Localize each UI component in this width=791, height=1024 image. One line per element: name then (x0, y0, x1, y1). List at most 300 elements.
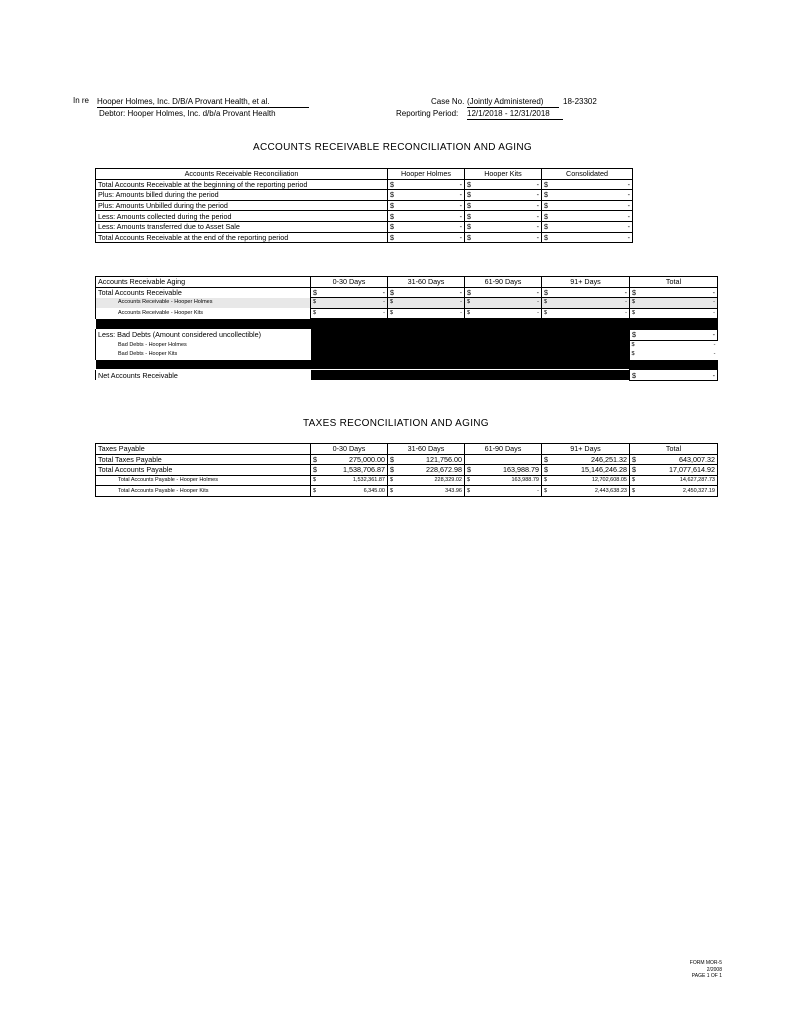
taxes-aging-table (95, 443, 718, 497)
aging-net-ar-blackout (311, 370, 630, 381)
recon-consolidated-value (542, 179, 633, 190)
amount-value: 343.96 (445, 487, 462, 494)
reporting-period-label: Reporting Period: (396, 109, 459, 118)
taxes-61-90-value (465, 465, 542, 476)
amount-value: - (383, 299, 385, 306)
aging-header-label: Accounts Receivable Aging (96, 277, 311, 288)
amount-value: - (713, 341, 716, 348)
taxes-total-value-amount (632, 487, 715, 496)
amount-value: - (536, 190, 539, 200)
aging-blackout-row-2 (96, 360, 718, 370)
amount-value: - (460, 299, 462, 306)
aging-ar-hooper-holmes-0-30 (311, 298, 388, 309)
aging-bad-debts-hooper-kits-label: Bad Debts - Hooper Kits (96, 350, 311, 360)
taxes-31-60-value (388, 486, 465, 497)
currency-symbol: $ (390, 454, 394, 464)
recon-hooper-holmes-value (388, 190, 465, 201)
aging-bad-debts-hooper-kits (96, 350, 718, 360)
taxes-row-label: Total Accounts Payable - Hooper Holmes (96, 475, 311, 486)
recon-consolidated-value-amount (544, 180, 630, 189)
aging-bad-debts-hooper-holmes-blackout (311, 340, 630, 350)
recon-hooper-kits-value-amount (467, 190, 539, 199)
recon-row (96, 221, 633, 232)
currency-symbol: $ (632, 477, 636, 484)
aging-ar-hooper-kits-total-amount (632, 309, 715, 318)
aging-total-ar-91-plus-amount (544, 288, 627, 297)
currency-symbol: $ (390, 232, 394, 242)
currency-symbol: $ (544, 190, 548, 200)
recon-header-consolidated: Consolidated (542, 169, 633, 180)
currency-symbol: $ (632, 330, 636, 340)
taxes-total-value (630, 486, 718, 497)
amount-value: 15,146,246.28 (581, 465, 627, 475)
currency-symbol: $ (467, 310, 471, 317)
aging-blackout-row-1 (96, 319, 718, 330)
currency-symbol: $ (544, 222, 548, 232)
currency-symbol: $ (544, 454, 548, 464)
taxes-61-90-value-amount (467, 487, 539, 496)
aging-ar-hooper-holmes-total (630, 298, 718, 309)
currency-symbol: $ (467, 487, 471, 494)
aging-total-ar-31-60-amount (390, 288, 462, 297)
amount-value: - (459, 287, 462, 297)
recon-hooper-holmes-value (388, 179, 465, 190)
taxes-91-plus-value (542, 475, 630, 486)
currency-symbol: $ (544, 465, 548, 475)
taxes-header-91-plus: 91+ Days (542, 444, 630, 455)
recon-header-hooper-kits: Hooper Kits (465, 169, 542, 180)
currency-symbol: $ (544, 211, 548, 221)
amount-value: - (627, 232, 630, 242)
recon-hooper-holmes-value (388, 221, 465, 232)
amount-value: - (713, 310, 715, 317)
aging-ar-hooper-holmes-0-30-amount (313, 298, 385, 307)
amount-value: - (459, 211, 462, 221)
amount-value: 228,672.98 (426, 465, 462, 475)
amount-value: - (536, 287, 539, 297)
currency-symbol: $ (390, 310, 394, 317)
aging-total-ar-61-90-amount (467, 288, 539, 297)
taxes-31-60-value-amount (390, 455, 462, 464)
amount-value: - (383, 310, 385, 317)
recon-consolidated-value (542, 221, 633, 232)
currency-symbol: $ (467, 190, 471, 200)
recon-consolidated-value (542, 232, 633, 243)
currency-symbol: $ (467, 179, 471, 189)
form-number: FORM MOR-5 (689, 960, 722, 966)
recon-hooper-holmes-value-amount (390, 190, 462, 199)
aging-ar-hooper-kits-61-90-amount (467, 309, 539, 318)
taxes-row-label: Total Accounts Payable - Hooper Kits (96, 486, 311, 497)
taxes-31-60-value (388, 465, 465, 476)
aging-bad-debts-hooper-holmes-total-amount (632, 341, 716, 350)
amount-value: - (713, 299, 715, 306)
recon-consolidated-value (542, 200, 633, 211)
taxes-section-title: TAXES RECONCILIATION AND AGING (303, 418, 489, 429)
recon-hooper-holmes-value-amount (390, 233, 462, 242)
amount-value: 228,329.02 (434, 477, 462, 484)
taxes-empty-cell (465, 454, 542, 465)
currency-symbol: $ (313, 487, 317, 494)
aging-total-ar-61-90 (465, 287, 542, 298)
recon-row-label: Total Accounts Receivable at the beginning of the reporting period (96, 179, 388, 190)
taxes-row (96, 486, 718, 497)
ar-aging-table (95, 276, 718, 381)
aging-header-row (96, 277, 718, 288)
reporting-period-value: 12/1/2018 - 12/31/2018 (467, 109, 563, 120)
taxes-0-30-value (311, 475, 388, 486)
recon-hooper-holmes-value-amount (390, 180, 462, 189)
taxes-31-60-value-amount (390, 476, 462, 485)
aging-header-total: Total (630, 277, 718, 288)
taxes-91-plus-value-amount (544, 476, 627, 485)
aging-total-ar-label: Total Accounts Receivable (96, 287, 311, 298)
recon-hooper-kits-value-amount (467, 201, 539, 210)
currency-symbol: $ (390, 487, 394, 494)
currency-symbol: $ (544, 179, 548, 189)
taxes-91-plus-value-amount (544, 487, 627, 496)
taxes-31-60-value-amount (390, 465, 462, 474)
currency-symbol: $ (544, 477, 548, 484)
amount-value: - (537, 487, 539, 494)
currency-symbol: $ (467, 465, 471, 475)
amount-value: - (713, 351, 716, 358)
currency-symbol: $ (631, 341, 635, 348)
currency-symbol: $ (467, 222, 471, 232)
amount-value: 121,756.00 (426, 454, 462, 464)
form-footer (650, 960, 722, 980)
in-re-label: In re (73, 96, 90, 105)
taxes-row-label: Total Taxes Payable (96, 454, 311, 465)
taxes-91-plus-value (542, 486, 630, 497)
currency-symbol: $ (632, 465, 636, 475)
amount-value: - (459, 179, 462, 189)
recon-row (96, 232, 633, 243)
taxes-row (96, 454, 718, 465)
case-no-number: 18-23302 (563, 97, 597, 106)
currency-symbol: $ (544, 299, 548, 306)
aging-ar-hooper-holmes-61-90 (465, 298, 542, 309)
recon-row (96, 190, 633, 201)
taxes-61-90-value-amount (467, 465, 539, 474)
aging-net-ar (96, 370, 718, 381)
aging-ar-hooper-kits-91-plus-amount (544, 309, 627, 318)
aging-ar-hooper-holmes (96, 298, 718, 309)
recon-hooper-holmes-value (388, 211, 465, 222)
aging-total-ar-0-30-amount (313, 288, 385, 297)
aging-ar-hooper-holmes-91-plus (542, 298, 630, 309)
taxes-91-plus-value-amount (544, 465, 627, 474)
amount-value: 12,702,608.05 (591, 477, 627, 484)
amount-value: - (459, 201, 462, 211)
taxes-61-90-value-amount (467, 476, 539, 485)
taxes-row (96, 475, 718, 486)
taxes-header-total: Total (630, 444, 718, 455)
amount-value: 163,988.79 (503, 465, 539, 475)
recon-hooper-kits-value-amount (467, 222, 539, 231)
recon-hooper-kits-value-amount (467, 233, 539, 242)
aging-blackout-row-1-fill (96, 319, 718, 330)
currency-symbol: $ (544, 487, 548, 494)
amount-value: - (536, 211, 539, 221)
amount-value: - (624, 287, 627, 297)
currency-symbol: $ (544, 232, 548, 242)
taxes-total-value-amount (632, 465, 715, 474)
ar-section-title: ACCOUNTS RECEIVABLE RECONCILIATION AND AGING (253, 142, 532, 153)
recon-consolidated-value (542, 211, 633, 222)
amount-value: - (627, 211, 630, 221)
amount-value: - (459, 222, 462, 232)
amount-value: - (537, 299, 539, 306)
amount-value: - (627, 222, 630, 232)
aging-ar-hooper-kits-61-90 (465, 308, 542, 319)
recon-hooper-kits-value (465, 190, 542, 201)
currency-symbol: $ (390, 201, 394, 211)
recon-hooper-holmes-value (388, 200, 465, 211)
amount-value: 246,251.32 (591, 454, 627, 464)
aging-total-ar-total (630, 287, 718, 298)
currency-symbol: $ (632, 370, 636, 380)
recon-hooper-kits-value-amount (467, 180, 539, 189)
amount-value: - (536, 179, 539, 189)
aging-total-ar-91-plus (542, 287, 630, 298)
aging-bad-debts (96, 329, 718, 340)
currency-symbol: $ (632, 310, 636, 317)
taxes-total-value (630, 454, 718, 465)
amount-value: - (627, 190, 630, 200)
aging-ar-hooper-holmes-31-60-amount (390, 298, 462, 307)
ar-reconciliation-table (95, 168, 633, 243)
aging-total-ar-0-30 (311, 287, 388, 298)
amount-value: - (712, 370, 715, 380)
aging-ar-hooper-kits-91-plus (542, 308, 630, 319)
taxes-row-label: Total Accounts Payable (96, 465, 311, 476)
amount-value: 14,627,287.73 (679, 477, 715, 484)
amount-value: - (536, 222, 539, 232)
taxes-header-0-30: 0-30 Days (311, 444, 388, 455)
aging-bad-debts-hooper-kits-total (630, 350, 718, 360)
recon-hooper-holmes-value (388, 232, 465, 243)
aging-net-ar-label: Net Accounts Receivable (96, 370, 311, 381)
aging-ar-hooper-kits-total (630, 308, 718, 319)
taxes-91-plus-value (542, 454, 630, 465)
aging-bad-debts-hooper-kits-blackout (311, 350, 630, 360)
aging-bad-debts-hooper-holmes-label: Bad Debts - Hooper Holmes (96, 340, 311, 350)
recon-hooper-kits-value (465, 200, 542, 211)
recon-row (96, 179, 633, 190)
amount-value: 17,077,614.92 (669, 465, 715, 475)
aging-net-ar-total-amount (632, 371, 715, 380)
taxes-31-60-value (388, 454, 465, 465)
currency-symbol: $ (390, 299, 394, 306)
recon-header-row (96, 169, 633, 180)
currency-symbol: $ (544, 310, 548, 317)
aging-bad-debts-total-amount (632, 330, 715, 339)
currency-symbol: $ (313, 299, 317, 306)
taxes-0-30-value-amount (313, 487, 385, 496)
taxes-header-61-90: 61-90 Days (465, 444, 542, 455)
taxes-91-plus-value (542, 465, 630, 476)
recon-row-label: Less: Amounts transferred due to Asset Sale (96, 221, 388, 232)
aging-blackout-row-2-fill (96, 360, 718, 370)
recon-consolidated-value (542, 190, 633, 201)
currency-symbol: $ (390, 287, 394, 297)
taxes-91-plus-value-amount (544, 455, 627, 464)
aging-bad-debts-hooper-kits-total-amount (632, 350, 716, 359)
currency-symbol: $ (313, 287, 317, 297)
taxes-0-30-value-amount (313, 465, 385, 474)
amount-value: - (712, 330, 715, 340)
taxes-total-value-amount (632, 476, 715, 485)
currency-symbol: $ (390, 222, 394, 232)
recon-hooper-kits-value-amount (467, 212, 539, 221)
recon-hooper-holmes-value-amount (390, 212, 462, 221)
amount-value: - (627, 179, 630, 189)
recon-row-label: Less: Amounts collected during the period (96, 211, 388, 222)
recon-hooper-holmes-value-amount (390, 201, 462, 210)
taxes-total-value (630, 465, 718, 476)
currency-symbol: $ (390, 477, 394, 484)
amount-value: - (460, 310, 462, 317)
taxes-row (96, 465, 718, 476)
debtor-name: Debtor: Hooper Holmes, Inc. d/b/a Provant Health (99, 109, 276, 118)
currency-symbol: $ (313, 465, 317, 475)
aging-ar-hooper-kits-0-30-amount (313, 309, 385, 318)
currency-symbol: $ (390, 211, 394, 221)
currency-symbol: $ (632, 454, 636, 464)
taxes-0-30-value (311, 454, 388, 465)
aging-ar-hooper-holmes-total-amount (632, 298, 715, 307)
amount-value: - (625, 310, 627, 317)
amount-value: - (537, 310, 539, 317)
taxes-31-60-value (388, 475, 465, 486)
taxes-header-31-60: 31-60 Days (388, 444, 465, 455)
recon-row-label: Plus: Amounts Unbilled during the period (96, 200, 388, 211)
recon-hooper-kits-value (465, 211, 542, 222)
aging-bad-debts-hooper-holmes (96, 340, 718, 350)
aging-total-ar-total-amount (632, 288, 715, 297)
currency-symbol: $ (467, 211, 471, 221)
aging-net-ar-total (630, 370, 718, 381)
case-no-value: (Jointly Administered) (467, 97, 559, 108)
recon-header-hooper-holmes: Hooper Holmes (388, 169, 465, 180)
taxes-0-30-value (311, 486, 388, 497)
recon-row-label: Plus: Amounts billed during the period (96, 190, 388, 201)
currency-symbol: $ (632, 299, 636, 306)
currency-symbol: $ (313, 310, 317, 317)
aging-header-31-60: 31-60 Days (388, 277, 465, 288)
taxes-61-90-value (465, 486, 542, 497)
taxes-31-60-value-amount (390, 487, 462, 496)
aging-header-61-90: 61-90 Days (465, 277, 542, 288)
recon-hooper-kits-value (465, 179, 542, 190)
aging-ar-hooper-kits-label: Accounts Receivable - Hooper Kits (96, 308, 311, 319)
aging-ar-hooper-kits-31-60 (388, 308, 465, 319)
aging-ar-hooper-holmes-61-90-amount (467, 298, 539, 307)
aging-ar-hooper-holmes-31-60 (388, 298, 465, 309)
recon-hooper-kits-value (465, 221, 542, 232)
recon-hooper-holmes-value-amount (390, 222, 462, 231)
aging-total-ar-31-60 (388, 287, 465, 298)
currency-symbol: $ (544, 287, 548, 297)
currency-symbol: $ (631, 351, 635, 358)
currency-symbol: $ (467, 287, 471, 297)
recon-consolidated-value-amount (544, 190, 630, 199)
form-date: 2/2008 (706, 966, 722, 973)
recon-header-label: Accounts Receivable Reconciliation (96, 169, 388, 180)
currency-symbol: $ (632, 287, 636, 297)
aging-bad-debts-label: Less: Bad Debts (Amount considered uncollectible) (96, 329, 311, 340)
amount-value: - (459, 232, 462, 242)
aging-header-91-plus: 91+ Days (542, 277, 630, 288)
recon-consolidated-value-amount (544, 233, 630, 242)
amount-value: 1,532,361.87 (352, 477, 385, 484)
currency-symbol: $ (313, 477, 317, 484)
recon-hooper-kits-value (465, 232, 542, 243)
amount-value: 275,000.00 (349, 454, 385, 464)
recon-row (96, 200, 633, 211)
amount-value: 6,345.00 (363, 487, 385, 494)
currency-symbol: $ (390, 190, 394, 200)
amount-value: - (712, 287, 715, 297)
amount-value: - (536, 232, 539, 242)
case-name: Hooper Holmes, Inc. D/B/A Provant Health, et al. (97, 97, 309, 108)
currency-symbol: $ (467, 201, 471, 211)
currency-symbol: $ (467, 299, 471, 306)
amount-value: 1,538,706.87 (343, 465, 385, 475)
page-number: PAGE 1 OF 1 (691, 973, 722, 979)
amount-value: - (627, 201, 630, 211)
taxes-total-value-amount (632, 455, 715, 464)
currency-symbol: $ (632, 487, 636, 494)
taxes-0-30-value (311, 465, 388, 476)
currency-symbol: $ (390, 465, 394, 475)
amount-value: 643,007.32 (679, 454, 715, 464)
aging-bad-debts-hooper-holmes-total (630, 340, 718, 350)
aging-ar-hooper-kits-0-30 (311, 308, 388, 319)
amount-value: 163,988.79 (511, 477, 539, 484)
amount-value: - (459, 190, 462, 200)
currency-symbol: $ (313, 454, 317, 464)
currency-symbol: $ (467, 232, 471, 242)
amount-value: - (382, 287, 385, 297)
currency-symbol: $ (390, 179, 394, 189)
aging-ar-hooper-holmes-label: Accounts Receivable - Hooper Holmes (96, 298, 311, 309)
recon-consolidated-value-amount (544, 212, 630, 221)
aging-ar-hooper-kits-31-60-amount (390, 309, 462, 318)
amount-value: - (625, 299, 627, 306)
taxes-total-value (630, 475, 718, 486)
taxes-0-30-value-amount (313, 455, 385, 464)
currency-symbol: $ (544, 201, 548, 211)
recon-consolidated-value-amount (544, 201, 630, 210)
aging-header-0-30: 0-30 Days (311, 277, 388, 288)
amount-value: - (536, 201, 539, 211)
case-no-label: Case No. (431, 97, 465, 106)
aging-ar-hooper-kits (96, 308, 718, 319)
taxes-header-label: Taxes Payable (96, 444, 311, 455)
recon-consolidated-value-amount (544, 222, 630, 231)
taxes-61-90-value (465, 475, 542, 486)
taxes-header-row (96, 444, 718, 455)
taxes-0-30-value-amount (313, 476, 385, 485)
aging-ar-hooper-holmes-91-plus-amount (544, 298, 627, 307)
aging-bad-debts-blackout (311, 329, 630, 340)
currency-symbol: $ (467, 477, 471, 484)
amount-value: 2,450,327.19 (682, 487, 715, 494)
recon-row-label: Total Accounts Receivable at the end of the reporting period (96, 232, 388, 243)
aging-total-ar (96, 287, 718, 298)
